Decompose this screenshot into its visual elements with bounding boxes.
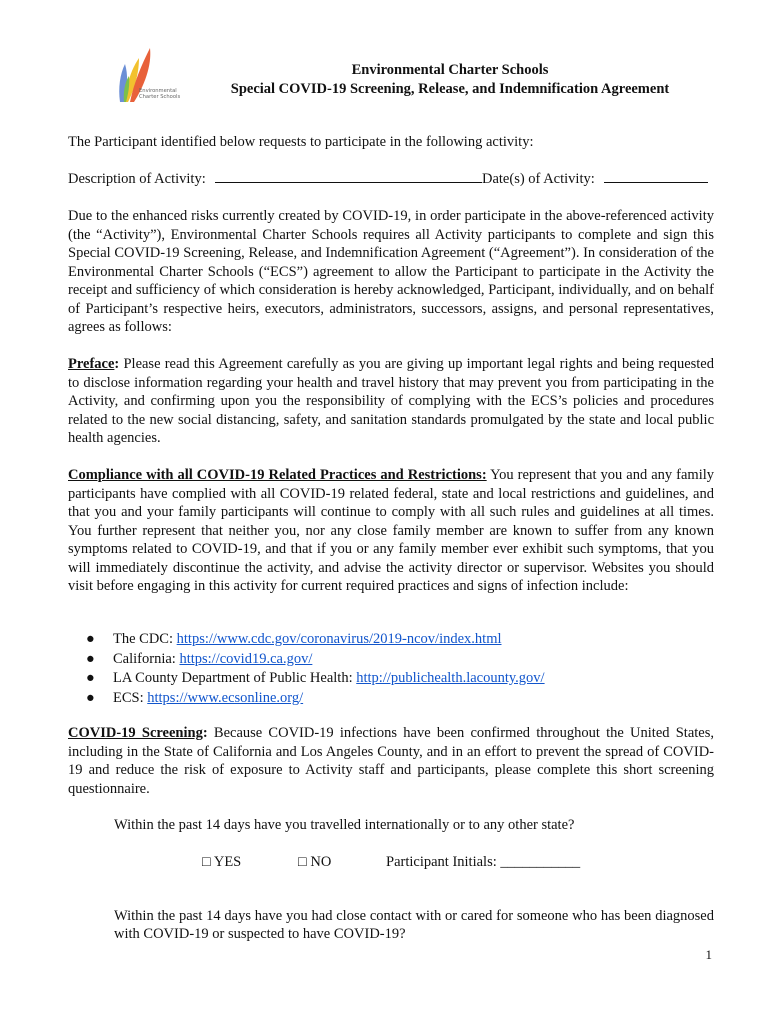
answer-no-checkbox[interactable]: □ NO (298, 854, 332, 870)
dates-blank[interactable] (604, 170, 708, 183)
list-item (86, 689, 545, 709)
header-org: Environmental Charter Schools (351, 62, 549, 78)
compliance-paragraph (68, 466, 714, 596)
participant-initials-field[interactable]: Participant Initials: ___________ (386, 854, 581, 870)
list-item (86, 669, 545, 689)
leaf-logo-icon (112, 44, 184, 110)
bullet-icon: ● (86, 689, 95, 706)
compliance-body: You represent that you and any family participants have complied with all COVID-19 related federal, state and local restrictions and guidelines, and that you and your family participants will continue to comply with all such rules and guidelines at all times. You further represent that neither you, nor any close family member are known to suffer from any known symptoms related to COVID-19, and that if you or any family member ever exhibit such symptoms, that you will immediately discontinue the activity, and advise the activity director or supervisor. Websites you should visit before engaging in this activity for current required practices and signs of infection include: (68, 467, 714, 594)
risks-paragraph: Due to the enhanced risks currently created by COVID-19, in order participate in the above-referenced activity (the “Activity”), Environmental Charter Schools requires all Activity participants to complete and sign this Special COVID-19 Screening, Release, and Indemnification Agreement (“Agreement”). In consideration of the Environmental Charter Schools (“ECS”) agreement to allow the Participant to participate in the Activity the receipt and sufficiency of which consideration is hereby acknowledged, Participant, individually, and on behalf of Participant’s respective heirs, executors, administrators, successors, assigns, and personal representatives, agrees as follows: (68, 208, 714, 335)
logo-text-1: Environmental (139, 88, 177, 94)
california-link[interactable]: https://covid19.ca.gov/ (179, 650, 313, 667)
website-label: California: (113, 650, 180, 667)
ecs-link[interactable]: https://www.ecsonline.org/ (147, 689, 304, 706)
description-blank[interactable] (215, 170, 482, 183)
screening-colon: : (202, 725, 208, 741)
website-label: ECS: (113, 689, 148, 706)
preface-colon: : (114, 356, 120, 372)
website-label: LA County Department of Public Health: (113, 670, 357, 686)
preface-paragraph (68, 355, 714, 448)
bullet-icon: ● (86, 670, 95, 686)
list-item (86, 630, 545, 650)
preface-body: Please read this Agreement carefully as you are giving up important legal rights and being requested to disclose information regarding your health and travel history that may prevent you from participating in the Activity, and confirming upon you the responsibility of complying with the ECS’s policies and procedures related to the new social distancing, safety, and sanitation standards promulgated by the state and local public health agencies. (68, 356, 714, 446)
preface-heading: Preface (68, 356, 115, 372)
document-header (190, 61, 710, 99)
website-list (86, 630, 545, 708)
intro-text: The Participant identified below requests to participate in the following activity: (68, 134, 534, 150)
cdc-link[interactable]: https://www.cdc.gov/coronavirus/2019-ncov/index.html (176, 631, 502, 647)
answer-yes-checkbox[interactable]: □ YES (202, 854, 242, 870)
screening-body: Because COVID-19 infections have been confirmed throughout the United States, including in the State of California and Los Angeles County, and in an effort to prevent the spread of COVID-19 and reduce the risk of exposure to Activity staff and participants, please complete this short screening questionnaire. (68, 725, 714, 797)
page-number: 1 (705, 947, 712, 962)
header-title: Special COVID-19 Screening, Release, and Indemnification Agreement (230, 81, 670, 97)
website-label: The CDC: (113, 631, 177, 647)
activity-fields (68, 170, 714, 189)
dates-label: Date(s) of Activity: (482, 171, 595, 187)
question-travel: Within the past 14 days have you travelled internationally or to any other state? (114, 817, 575, 833)
bullet-icon: ● (86, 631, 95, 647)
compliance-heading: Compliance with all COVID-19 Related Practices and Restrictions: (68, 467, 487, 483)
screening-paragraph (68, 724, 714, 798)
la-county-link[interactable]: http://publichealth.lacounty.gov/ (356, 670, 545, 686)
ecs-logo (112, 44, 184, 110)
logo-text-2: Charter Schools (139, 94, 181, 100)
list-item (86, 650, 545, 670)
question-contact: Within the past 14 days have you had close contact with or cared for someone who has been diagnosed with COVID-19 or suspected to have COVID-19? (114, 908, 714, 942)
description-label: Description of Activity: (68, 171, 206, 187)
screening-heading: COVID-19 Screening (68, 725, 203, 741)
bullet-icon: ● (86, 650, 95, 667)
